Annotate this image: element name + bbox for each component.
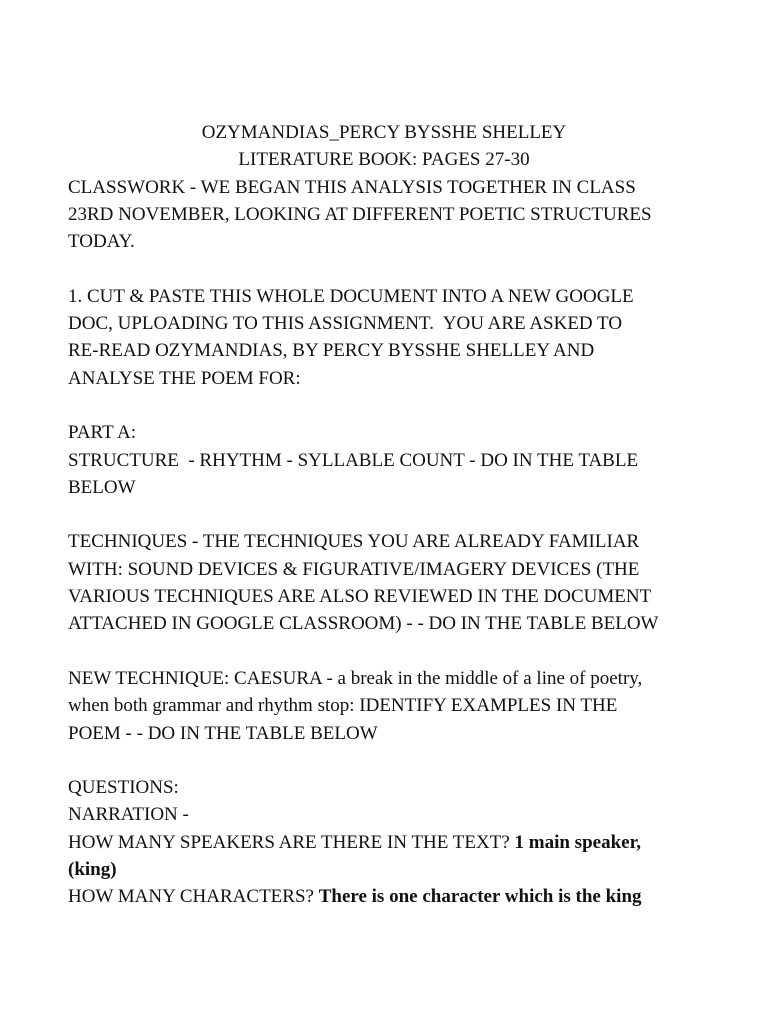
new-technique-line-3: POEM - - DO IN THE TABLE BELOW [68,722,378,744]
spacer [68,392,708,419]
intro-line-1: CLASSWORK - WE BEGAN THIS ANALYSIS TOGETHER IN CLASS [68,176,636,198]
spacer [68,638,708,665]
new-technique-line-1: NEW TECHNIQUE: CAESURA - a break in the middle of a line of poetry, [68,667,643,689]
question-speakers-text: HOW MANY SPEAKERS ARE THERE IN THE TEXT? [68,831,515,853]
answer-speakers: 1 main speaker, [514,831,642,853]
answer-speakers-king: (king) [68,859,117,881]
spacer [68,255,708,282]
techniques-line-2: WITH: SOUND DEVICES & FIGURATIVE/IMAGERY DEVICES (THE [68,558,640,580]
techniques-line-3: VARIOUS TECHNIQUES ARE ALSO REVIEWED IN THE DOCUMENT [68,586,652,608]
techniques-line-4: ATTACHED IN GOOGLE CLASSROOM) - - DO IN THE TABLE BELOW [68,613,659,635]
step1-line-2: DOC, UPLOADING TO THIS ASSIGNMENT. YOU ARE ASKED TO [68,313,623,335]
document-subtitle: LITERATURE BOOK: PAGES 27-30 [238,149,530,171]
step1-line-1: 1. CUT & PASTE THIS WHOLE DOCUMENT INTO A NEW GOOGLE [68,285,634,307]
question-characters-text: HOW MANY CHARACTERS? [68,886,319,908]
document-title: OZYMANDIAS_PERCY BYSSHE SHELLEY [201,122,567,143]
question-speakers [68,829,708,856]
spacer [68,501,708,528]
answer-characters: There is one character which is the king [318,886,642,908]
narration-heading: NARRATION - [68,804,189,826]
intro-line-3: TODAY. [68,231,135,253]
spacer [68,747,708,774]
techniques-line-1: TECHNIQUES - THE TECHNIQUES YOU ARE ALREADY FAMILIAR [68,531,640,553]
answer-speakers-continued [68,856,708,883]
structure-line-2: BELOW [68,476,136,498]
step1-line-3: RE-READ OZYMANDIAS, BY PERCY BYSSHE SHELLEY AND [68,340,595,362]
part-a-heading: PART A: [68,422,137,444]
question-characters [68,883,708,910]
intro-line-2: 23RD NOVEMBER, LOOKING AT DIFFERENT POETIC STRUCTURES [68,203,652,225]
step1-line-4: ANALYSE THE POEM FOR: [68,367,301,389]
questions-heading: QUESTIONS: [68,777,179,799]
structure-line-1: STRUCTURE - RHYTHM - SYLLABLE COUNT - DO IN THE TABLE [68,449,639,471]
new-technique-line-2: when both grammar and rhythm stop: IDENTIFY EXAMPLES IN THE [68,695,618,717]
